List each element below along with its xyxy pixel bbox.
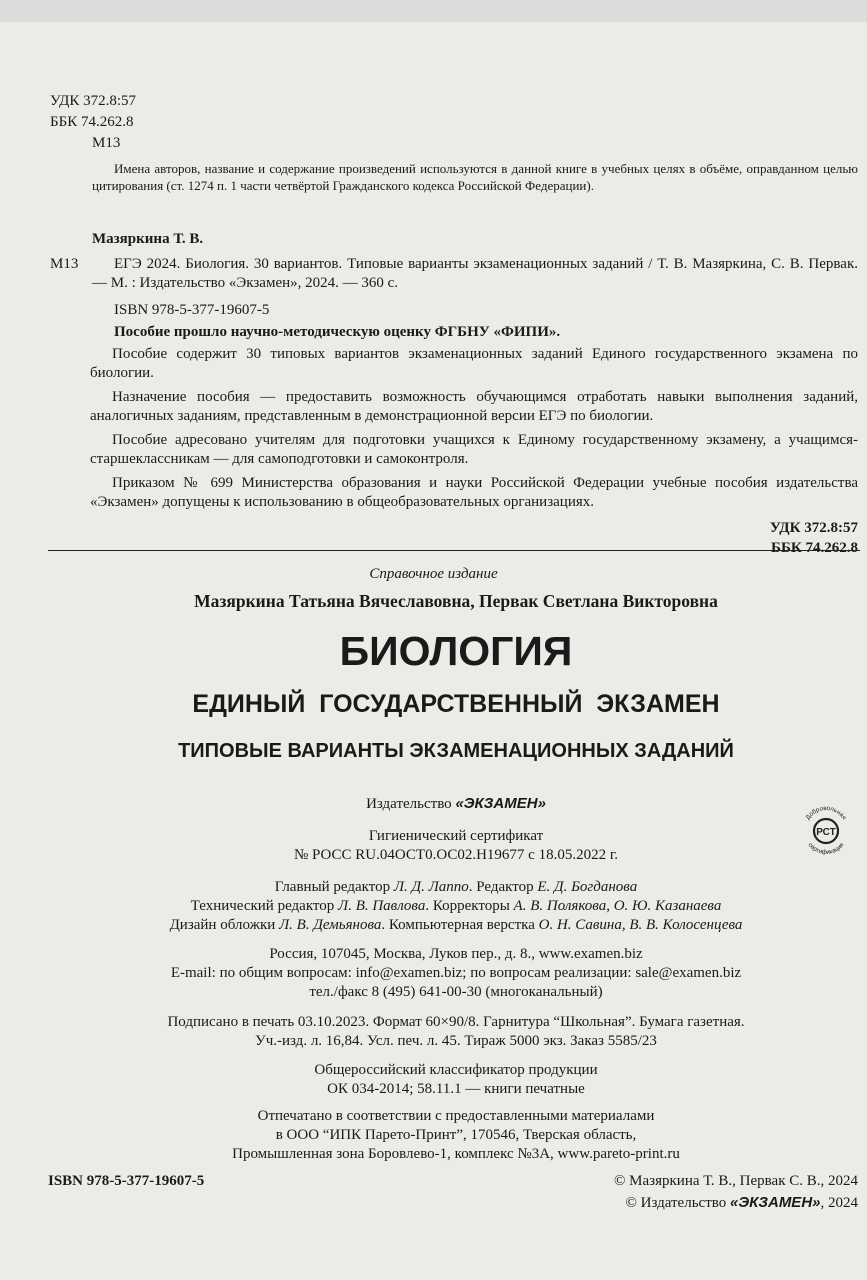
editor-name: Л. Д. Лаппо <box>393 879 469 895</box>
printer-line-3: Промышленная зона Боровлево-1, комплекс №3А, www.pareto-print.ru <box>232 1146 680 1162</box>
classifier-code: ОК 034-2014; 58.11.1 — книги печатные <box>327 1081 585 1097</box>
authors-full-names: Мазяркина Татьяна Вячеславовна, Первак Светлана Викторовна <box>194 591 718 611</box>
fipi-note: Пособие прошло научно-методическую оценку ФГБНУ «ФИПИ». <box>114 324 561 340</box>
seal-top-text: Добровольная <box>804 804 848 822</box>
book-subtitle-2: ТИПОВЫЕ ВАРИАНТЫ ЭКЗАМЕНАЦИОННЫХ ЗАДАНИЙ <box>178 740 734 762</box>
editor-name: А. В. Полякова, О. Ю. Казанаева <box>513 898 722 914</box>
editors-line-2 <box>0 897 867 916</box>
classifier-title: Общероссийский классификатор продукции <box>314 1062 598 1078</box>
book-title: БИОЛОГИЯ <box>339 628 573 674</box>
bibliographic-description: ЕГЭ 2024. Биология. 30 вариантов. Типовые варианты экзаменационных заданий / Т. В. Мазяркина, С. В. Первак. — М. : Издательство «Экзамен», 2024. — 360 с. <box>92 256 858 291</box>
hygiene-certificate-title: Гигиенический сертификат <box>368 828 544 844</box>
editor-name: Е. Д. Богданова <box>537 879 638 895</box>
editor-name: Л. В. Демьянова <box>279 917 382 933</box>
printer-line-1: Отпечатано в соответствии с предоставленными материалами <box>257 1108 655 1124</box>
print-details-2: Уч.-изд. л. 16,84. Усл. печ. л. 45. Тираж 5000 экз. Заказ 5585/23 <box>255 1033 657 1049</box>
editor-name: О. Н. Савина, В. В. Колосенцева <box>538 917 743 933</box>
scan-top-edge <box>0 0 867 22</box>
copyright-prefix: © Издательство <box>625 1195 730 1211</box>
copyright-publisher-name: «ЭКЗАМЕН» <box>730 1194 821 1211</box>
copyright-publisher <box>625 1193 858 1213</box>
editor-name: Л. В. Павлова <box>338 898 426 914</box>
udk-code: УДК 372.8:57 <box>50 93 137 109</box>
editor-role: Технический редактор <box>190 898 339 914</box>
isbn-line: ISBN 978-5-377-19607-5 <box>114 302 270 318</box>
author-index: М13 <box>92 135 121 151</box>
annotation-paragraph-4: Приказом № 699 Министерства образования и науки Российской Федерации учебные пособия издательства «Экзамен» допущены к использованию в общеобразовательных организациях. <box>90 475 858 510</box>
certification-seal-icon <box>798 800 854 856</box>
bibliographic-index: М13 <box>50 256 79 272</box>
editors-line-1 <box>0 878 867 897</box>
seal-mark: РСТ <box>816 827 836 838</box>
publisher-phone: тел./факс 8 (495) 641-00-30 (многоканальный) <box>309 984 603 1000</box>
bbk-code: ББК 74.262.8 <box>50 114 134 130</box>
printer-line-2: в ООО “ИПК Парето-Принт”, 170546, Тверская область, <box>275 1127 637 1143</box>
section-divider <box>48 550 860 551</box>
author-heading: Мазяркина Т. В. <box>92 231 204 247</box>
copyright-year: , 2024 <box>820 1195 858 1211</box>
publisher-address: Россия, 107045, Москва, Луков пер., д. 8., www.examen.biz <box>269 946 643 962</box>
editor-role: . Редактор <box>468 879 538 895</box>
editor-role: . Компьютерная верстка <box>381 917 539 933</box>
editor-role: Дизайн обложки <box>169 917 280 933</box>
publisher-name: «ЭКЗАМЕН» <box>455 795 546 812</box>
bbk-right: ББК 74.262.8 <box>771 540 858 556</box>
print-details-1: Подписано в печать 03.10.2023. Формат 60×90/8. Гарнитура “Школьная”. Бумага газетная. <box>167 1014 745 1030</box>
publisher-line <box>0 794 867 814</box>
edition-type: Справочное издание <box>369 566 498 582</box>
footer-isbn: ISBN 978-5-377-19607-5 <box>48 1173 205 1189</box>
publisher-prefix: Издательство <box>366 796 456 812</box>
annotation-paragraph-3: Пособие адресовано учителям для подготовки учащихся к Единому государственному экзамену, а учащимся-старшеклассникам — для самоподготовки и самоконтроля. <box>90 432 858 467</box>
annotation-paragraph-1: Пособие содержит 30 типовых вариантов экзаменационных заданий Единого государственного экзамена по биологии. <box>90 346 858 381</box>
publisher-email: E-mail: по общим вопросам: info@examen.biz; по вопросам реализации: sale@examen.biz <box>170 965 742 981</box>
editor-role: . Корректоры <box>425 898 514 914</box>
copyright-authors: © Мазяркина Т. В., Первак С. В., 2024 <box>614 1173 858 1189</box>
editors-line-3 <box>0 916 867 935</box>
seal-bottom-text: сертификация <box>806 841 846 856</box>
hygiene-certificate-number: № РОСС RU.04ОСТ0.ОС02.Н19677 с 18.05.2022 г. <box>293 847 619 863</box>
book-subtitle: ЕДИНЫЙ ГОСУДАРСТВЕННЫЙ ЭКЗАМЕН <box>192 690 720 718</box>
copyright-note: Имена авторов, название и содержание произведений используются в данной книге в учебных целях в объёме, оправданном целью цитирования (ст. 1274 п. 1 части четвёртой Гражданского кодекса Российской Федерации). <box>92 161 858 193</box>
editor-role: Главный редактор <box>274 879 394 895</box>
annotation-paragraph-2: Назначение пособия — предоставить возможность обучающимся отработать навыки выполнения заданий, аналогичных заданиям, представленным в демонстрационной версии ЕГЭ по биологии. <box>90 389 858 424</box>
udk-right: УДК 372.8:57 <box>769 520 858 536</box>
